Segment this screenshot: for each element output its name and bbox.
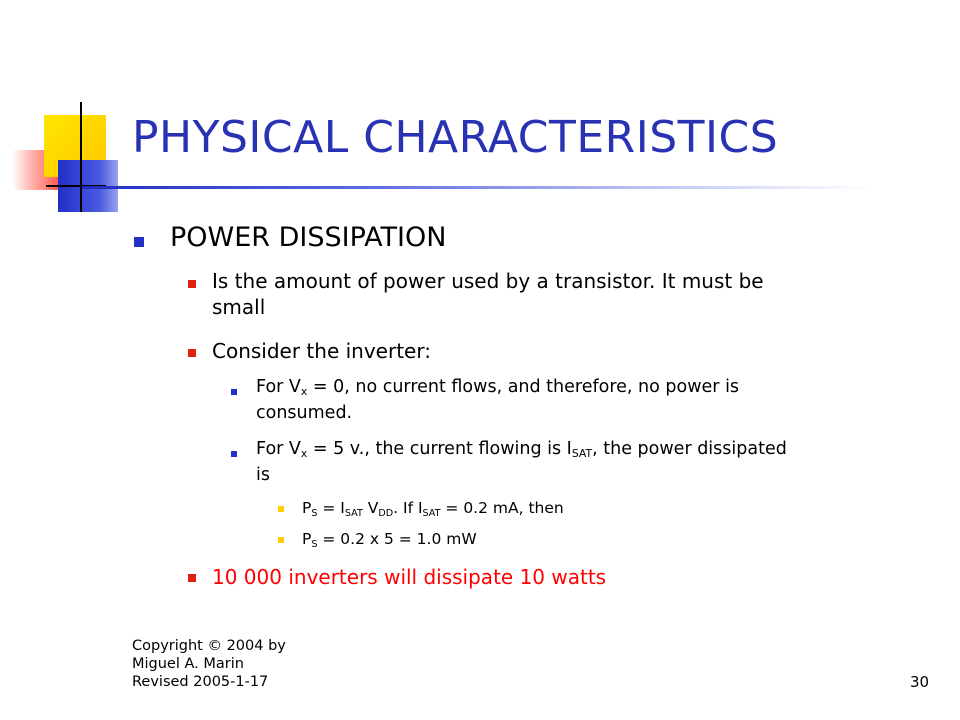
bullet-square-icon	[278, 506, 284, 512]
sub-bullet-text	[256, 374, 739, 426]
subscript: x	[300, 385, 308, 398]
text-fragment: = 0.2 mA, then	[440, 499, 564, 517]
equation-text	[302, 499, 564, 517]
footer-line: Miguel A. Marin	[132, 656, 244, 672]
text-fragment: For V	[256, 377, 301, 397]
copyright-footer	[132, 637, 286, 691]
text-fragment: = I	[317, 499, 345, 517]
deco-vertical-line	[80, 102, 82, 212]
title-underline	[82, 186, 872, 189]
bullet-square-icon	[188, 349, 196, 357]
bullet-square-icon	[134, 237, 144, 247]
subscript: DD	[378, 508, 394, 519]
slide-title: PHYSICAL CHARACTERISTICS	[132, 112, 779, 163]
subscript: SAT	[422, 508, 441, 519]
subscript: S	[311, 508, 318, 519]
text-fragment: = 5 v., the current flowing is I	[307, 439, 572, 459]
bullet-text	[212, 268, 764, 320]
page-number: 30	[910, 673, 930, 691]
text-fragment: V	[362, 499, 379, 517]
text-fragment: For V	[256, 439, 301, 459]
bullet-square-icon	[231, 389, 237, 395]
sub-bullet-text	[256, 436, 787, 488]
text-fragment: . If I	[393, 499, 423, 517]
bullet-square-icon	[278, 537, 284, 543]
equation-text	[302, 530, 477, 548]
bullet-line: small	[212, 295, 266, 319]
text-fragment: is	[256, 465, 270, 485]
subscript: SAT	[571, 447, 593, 460]
text-fragment: , the power dissipated	[592, 439, 787, 459]
bullet-line: Is the amount of power used by a transistor. It must be	[212, 269, 764, 293]
conclusion-text: 10 000 inverters will dissipate 10 watts	[212, 565, 607, 589]
text-fragment: P	[302, 530, 312, 548]
subscript: S	[311, 539, 318, 550]
bullet-text: Consider the inverter:	[212, 339, 431, 363]
heading-power-dissipation: POWER DISSIPATION	[170, 222, 447, 253]
text-fragment: = 0.2 x 5 = 1.0 mW	[317, 530, 477, 548]
text-fragment: P	[302, 499, 312, 517]
bullet-square-icon	[188, 574, 196, 582]
subscript: SAT	[344, 508, 363, 519]
bullet-square-icon	[188, 280, 196, 288]
bullet-square-icon	[231, 451, 237, 457]
text-fragment: consumed.	[256, 403, 353, 423]
footer-line: Copyright © 2004 by	[132, 638, 286, 654]
text-fragment: = 0, no current flows, and therefore, no power is	[307, 377, 740, 397]
subscript: x	[300, 447, 308, 460]
footer-line: Revised 2005-1-17	[132, 674, 269, 690]
